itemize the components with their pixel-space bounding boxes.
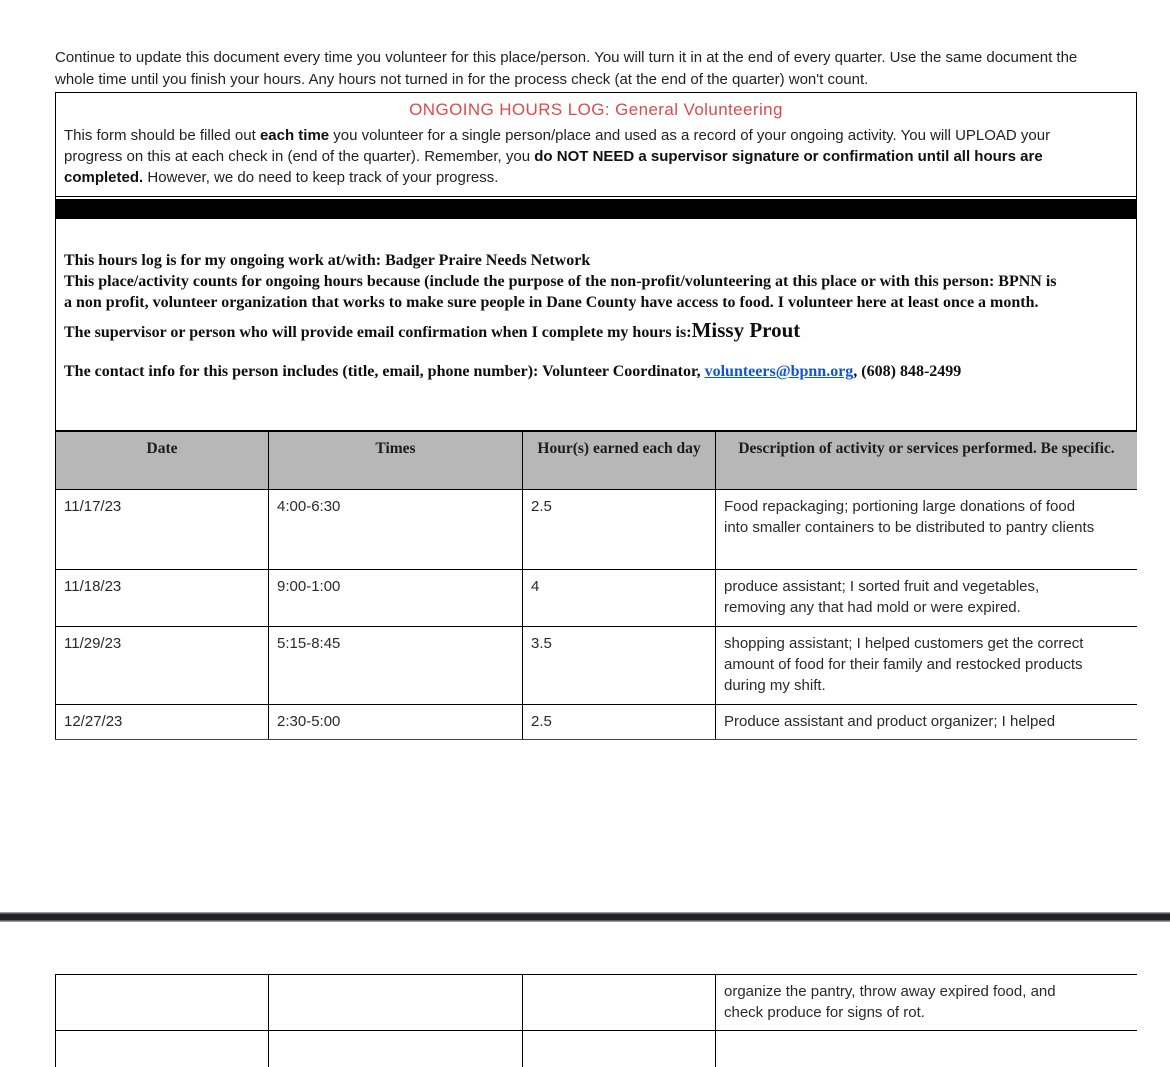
- contact-label: The contact info for this person includes (title, email, phone number): Volunteer Coordinator,: [64, 363, 705, 380]
- cell-date: 11/29/23: [56, 627, 269, 705]
- cell-hours: 2.5: [523, 705, 716, 741]
- table-row: [56, 705, 1138, 741]
- form-description: [64, 125, 1069, 188]
- table-row: [56, 490, 1138, 570]
- cell-times: [269, 1031, 523, 1067]
- header-row: [56, 432, 1138, 490]
- cell-description: shopping assistant; I helped customers get the correct amount of food for their family and restocked products during my shift.: [716, 627, 1138, 705]
- cell-hours: 2.5: [523, 490, 716, 570]
- cell-description: Food repackaging; portioning large donations of food into smaller containers to be distributed to pantry clients: [716, 490, 1138, 570]
- form-title: ONGOING HOURS LOG: General Volunteering: [409, 100, 783, 119]
- supervisor-line: [64, 320, 1128, 343]
- form-info-section: [56, 219, 1136, 382]
- form-description-bold-run: do NOT NEED a supervisor signature or confirmation until all hours are completed.: [64, 148, 1043, 186]
- table-row-empty: [56, 1031, 1138, 1067]
- cell-times: 4:00-6:30: [269, 490, 523, 570]
- contact-info-line: [64, 361, 1066, 382]
- cell-times: 5:15-8:45: [269, 627, 523, 705]
- cell-date: [56, 975, 269, 1031]
- cell-hours: 4: [523, 570, 716, 627]
- column-header-hours: Hour(s) earned each day: [523, 432, 716, 490]
- form-description-bold-run: each time: [259, 127, 330, 144]
- page-break-bar: [0, 912, 1170, 922]
- table-row: [56, 570, 1138, 627]
- column-header-description: Description of activity or services performed. Be specific.: [716, 432, 1138, 490]
- hours-table-continuation: [55, 974, 1137, 1067]
- intro-paragraph: Continue to update this document every time you volunteer for this place/person. You will turn it in at the end of every quarter. Use the same document the whole time until you finish your hours. Any hours not turned in for the process check (at the end of the quarter) won't count.: [55, 49, 1078, 88]
- form-description-run: you volunteer for a single person/place and used as a record of your ongoing activity. You will UPLOAD your progress on this at each check in (end of the quarter). Remember, you: [64, 127, 1051, 165]
- cell-hours: [523, 975, 716, 1031]
- cell-date: 11/17/23: [56, 490, 269, 570]
- table-row: [56, 627, 1138, 705]
- table-row-continuation: [56, 975, 1138, 1031]
- cell-times: 9:00-1:00: [269, 570, 523, 627]
- divider-line: [56, 196, 1136, 197]
- form-description-run: This form should be filled out: [64, 127, 260, 144]
- form-description-run: However, we do need to keep track of your progress.: [143, 169, 499, 186]
- cell-hours: 3.5: [523, 627, 716, 705]
- ongoing-hours-reason-line: This place/activity counts for ongoing hours because (include the purpose of the non-profit/volunteering at this place or with this person: BPNN is a non profit, volunteer organization that works to make sure people in Dane County have access to food. I volunteer here at least once a month.: [64, 273, 1057, 311]
- hours-log-for-line: This hours log is for my ongoing work at/with: Badger Praire Needs Network: [64, 252, 591, 269]
- cell-description: [716, 1031, 1138, 1067]
- supervisor-name: Missy Prout: [691, 318, 801, 342]
- hours-table-page1: [55, 431, 1137, 740]
- form-box: [55, 92, 1137, 431]
- contact-phone: , (608) 848-2499: [853, 363, 962, 380]
- black-divider-row: [56, 199, 1136, 219]
- supervisor-label: The supervisor or person who will provide email confirmation when I complete my hours is:: [64, 324, 692, 341]
- cell-date: 11/18/23: [56, 570, 269, 627]
- hours-table: [55, 431, 1137, 740]
- hours-table-page2: [55, 974, 1137, 1067]
- cell-date: [56, 1031, 269, 1067]
- column-header-times: Times: [269, 432, 523, 490]
- cell-hours: [523, 1031, 716, 1067]
- form-box-header-section: [56, 93, 1136, 196]
- cell-date: 12/27/23: [56, 705, 269, 741]
- cell-description: organize the pantry, throw away expired food, and check produce for signs of rot.: [716, 975, 1138, 1031]
- column-header-date: Date: [56, 432, 269, 490]
- cell-description: produce assistant; I sorted fruit and vegetables, removing any that had mold or were expired.: [716, 570, 1138, 627]
- contact-email-link[interactable]: volunteers@bpnn.org: [704, 363, 854, 380]
- cell-times: [269, 975, 523, 1031]
- cell-times: 2:30-5:00: [269, 705, 523, 741]
- cell-description: Produce assistant and product organizer; I helped: [716, 705, 1138, 741]
